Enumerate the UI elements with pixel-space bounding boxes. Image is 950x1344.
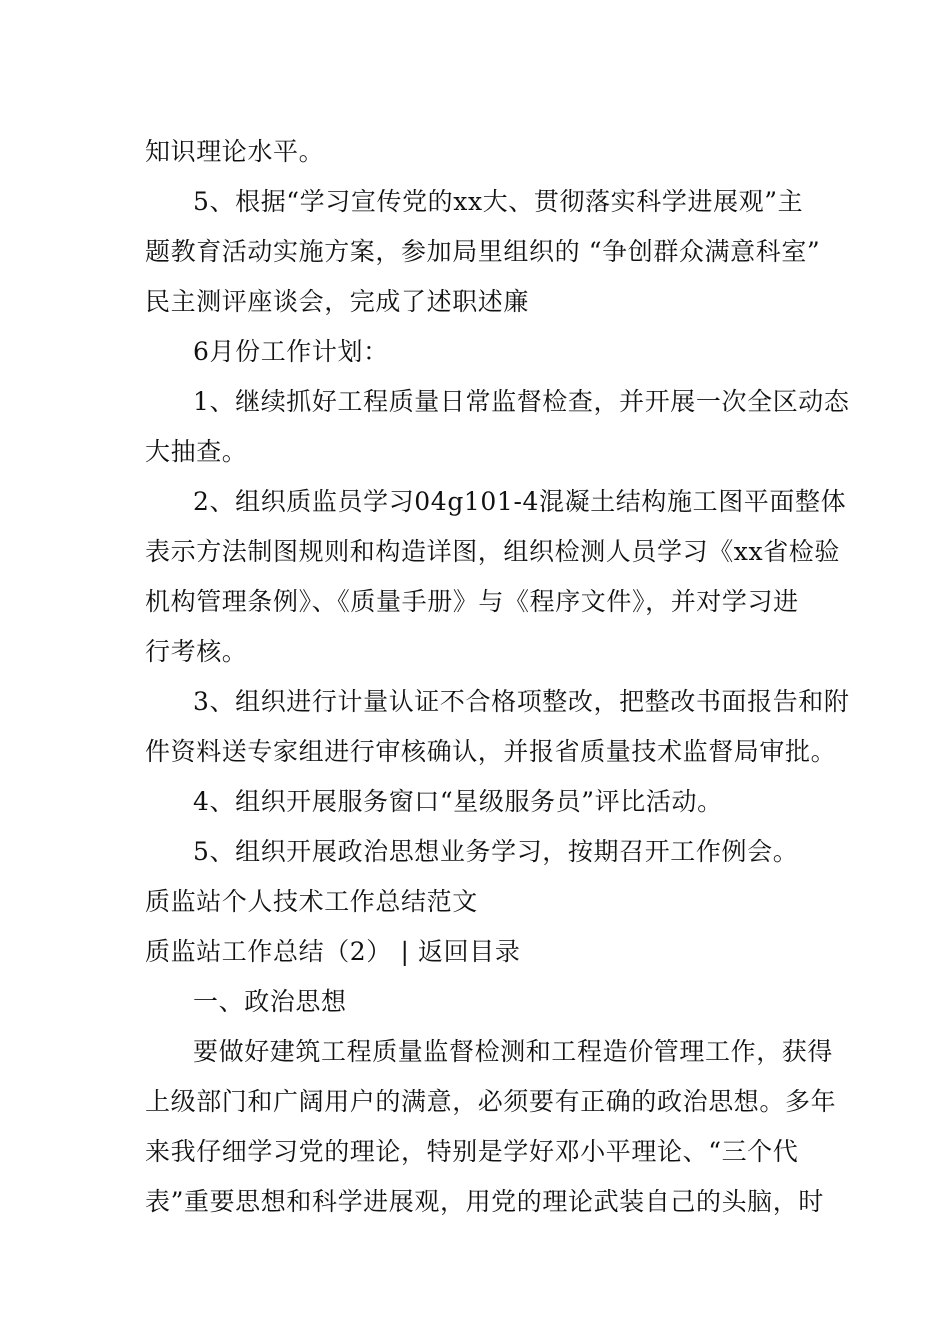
text-line: 行考核。 xyxy=(145,637,248,666)
section-heading: 6月份工作计划： xyxy=(193,337,389,366)
section-heading: 一、政治思想 xyxy=(193,987,347,1016)
text-line: 民主测评座谈会，完成了述职述廉 xyxy=(145,287,530,316)
text-line: 来我仔细学习党的理论，特别是学好邓小平理论、“三个代 xyxy=(145,1137,799,1166)
text-line: 2、组织质监员学习04g101-4混凝土结构施工图平面整体 xyxy=(193,487,847,516)
text-line: 表”重要思想和科学进展观，用党的理论武装自己的头脑，时 xyxy=(145,1187,824,1216)
text-line: 5、组织开展政治思想业务学习，按期召开工作例会。 xyxy=(193,837,799,866)
text-line: 知识理论水平。 xyxy=(145,137,325,166)
text-line: 大抽查。 xyxy=(145,437,248,466)
article-title: 质监站个人技术工作总结范文 xyxy=(145,887,478,916)
text-line: 1、继续抓好工程质量日常监督检查，并开展一次全区动态 xyxy=(193,387,850,416)
text-line: 5、根据“学习宣传党的xx大、贯彻落实科学进展观”主 xyxy=(193,187,804,216)
text-line: 表示方法制图规则和构造详图，组织检测人员学习《xx省检验 xyxy=(145,537,841,566)
text-line: 上级部门和广阔用户的满意，必须要有正确的政治思想。多年 xyxy=(145,1087,837,1116)
text-line: 4、组织开展服务窗口“星级服务员”评比活动。 xyxy=(193,787,723,816)
text-line: 要做好建筑工程质量监督检测和工程造价管理工作，获得 xyxy=(193,1037,834,1066)
article-subtitle-link[interactable]: 质监站工作总结（2） | 返回目录 xyxy=(145,937,521,966)
text-line: 件资料送专家组进行审核确认，并报省质量技术监督局审批。 xyxy=(145,737,837,766)
text-line: 3、组织进行计量认证不合格项整改，把整改书面报告和附 xyxy=(193,687,850,716)
text-line: 题教育活动实施方案，参加局里组织的 “争创群众满意科室” xyxy=(145,237,821,266)
text-line: 机构管理条例》、《质量手册》与《程序文件》，并对学习进 xyxy=(145,587,799,616)
